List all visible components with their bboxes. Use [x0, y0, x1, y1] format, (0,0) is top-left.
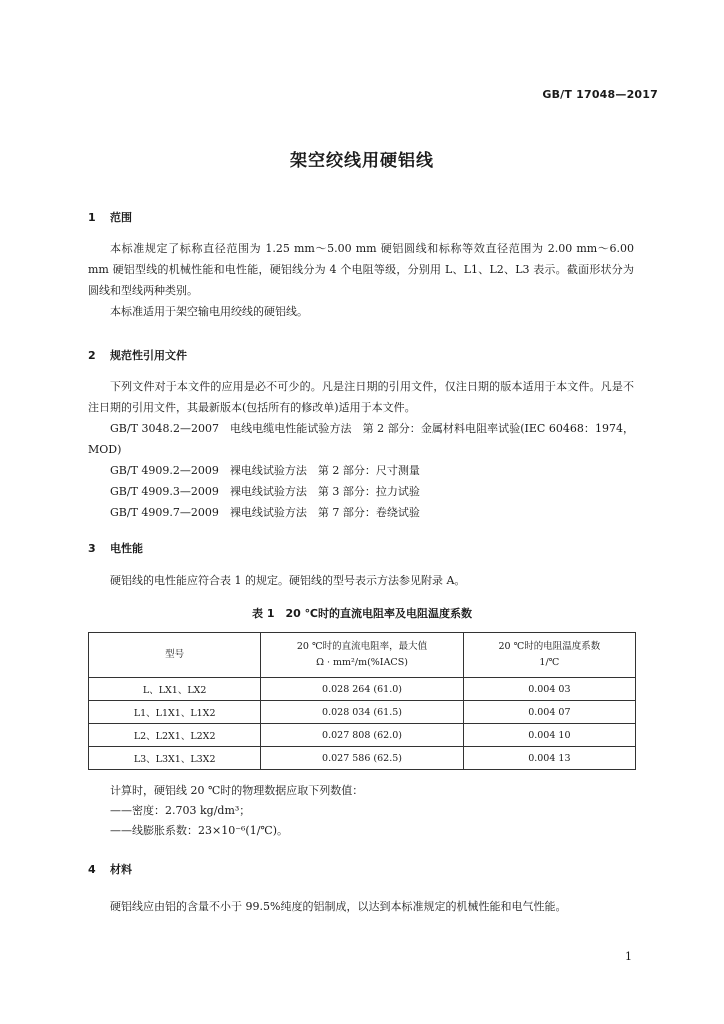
cell-coefficient: 0.004 10	[463, 724, 635, 747]
section-1-heading	[88, 209, 132, 225]
header-resistivity-line1: 20 ℃时的直流电阻率，最大值	[296, 641, 428, 652]
header-type: 型号	[89, 633, 261, 678]
section-title: 材料	[110, 863, 132, 876]
section-number: 2	[88, 349, 96, 362]
section-2-paragraph-1: 下列文件对于本文件的应用是必不可少的。凡是注日期的引用文件，仅注日期的版本适用于本文件。凡是不注日期的引用文件，其最新版本(包括所有的修改单)适用于本文件。	[88, 380, 634, 414]
reference-item: GB/T 4909.3—2009 裸电线试验方法 第 3 部分：拉力试验	[110, 485, 420, 498]
cell-type: L、LX1、LX2	[89, 678, 261, 701]
cell-resistivity: 0.027 808 (62.0)	[261, 724, 463, 747]
note-expansion: ——线膨胀系数：23×10⁻⁶(1/℃)。	[110, 824, 289, 837]
section-4-paragraph-1: 硬铝线应由铝的含量不小于 99.5%纯度的铝制成，以达到本标准规定的机械性能和电气性能。	[110, 900, 567, 913]
table-row	[89, 701, 636, 724]
table-row	[89, 747, 636, 770]
table-caption: 表 1 20 ℃时的直流电阻率及电阻温度系数	[252, 607, 472, 620]
cell-resistivity: 0.027 586 (62.5)	[261, 747, 463, 770]
standard-number: GB/T 17048—2017	[542, 88, 658, 101]
section-number: 3	[88, 542, 96, 555]
section-title: 范围	[110, 211, 132, 224]
cell-coefficient: 0.004 07	[463, 701, 635, 724]
table-header-row	[89, 633, 636, 678]
reference-item: GB/T 3048.2—2007 电线电缆电性能试验方法 第 2 部分：金属材料电阻率试验(IEC 60468：1974，MOD)	[88, 422, 634, 456]
cell-type: L1、L1X1、L1X2	[89, 701, 261, 724]
cell-type: L3、L3X1、L3X2	[89, 747, 261, 770]
page-number: 1	[625, 950, 632, 963]
document-title: 架空绞线用硬铝线	[290, 151, 434, 171]
header-coef-line1: 20 ℃时的电阻温度系数	[498, 641, 601, 652]
header-resistivity-line2: Ω · mm²/m(%IACS)	[316, 657, 408, 668]
note-density: ——密度：2.703 kg/dm³；	[110, 804, 251, 817]
section-3-paragraph-1: 硬铝线的电性能应符合表 1 的规定。硬铝线的型号表示方法参见附录 A。	[110, 574, 466, 587]
notes-intro: 计算时，硬铝线 20 ℃时的物理数据应取下列数值：	[110, 784, 364, 797]
cell-coefficient: 0.004 13	[463, 747, 635, 770]
section-3-heading	[88, 540, 143, 556]
section-4-heading	[88, 861, 132, 877]
section-2-heading	[88, 347, 187, 363]
cell-type: L2、L2X1、L2X2	[89, 724, 261, 747]
reference-item: GB/T 4909.2—2009 裸电线试验方法 第 2 部分：尺寸测量	[110, 464, 420, 477]
section-1-paragraph-2: 本标准适用于架空输电用绞线的硬铝线。	[110, 305, 308, 318]
table-row	[89, 724, 636, 747]
section-1-paragraph-1: 本标准规定了标称直径范围为 1.25 mm～5.00 mm 硬铝圆线和标称等效直径范围为 2.00 mm～6.00 mm 硬铝型线的机械性能和电性能，硬铝线分为 4 个电阻等级，分别用 L、L1、L2、L3 表示。截面形状分为圆线和型线两种类别。	[88, 242, 634, 297]
resistivity-table	[88, 632, 636, 770]
table-row	[89, 678, 636, 701]
section-number: 1	[88, 211, 96, 224]
cell-resistivity: 0.028 264 (61.0)	[261, 678, 463, 701]
cell-resistivity: 0.028 034 (61.5)	[261, 701, 463, 724]
section-number: 4	[88, 863, 96, 876]
header-resistivity	[261, 633, 463, 678]
section-title: 电性能	[110, 542, 143, 555]
header-coef-line2: 1/℃	[539, 657, 560, 668]
reference-item: GB/T 4909.7—2009 裸电线试验方法 第 7 部分：卷绕试验	[110, 506, 420, 519]
cell-coefficient: 0.004 03	[463, 678, 635, 701]
section-title: 规范性引用文件	[110, 349, 187, 362]
header-temp-coefficient	[463, 633, 635, 678]
